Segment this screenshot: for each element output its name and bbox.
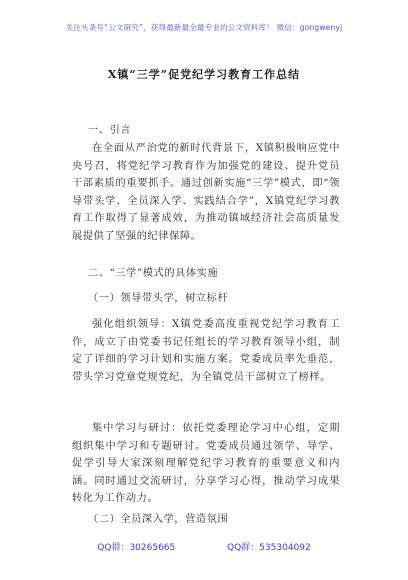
qq-group-2: QQ群：535304092: [227, 543, 311, 553]
qq-group-1: QQ群：30265665: [97, 543, 176, 553]
qq-group-footer: [0, 540, 408, 553]
subsection-heading-leaders: （一）领导带头学，树立标杆: [88, 293, 229, 304]
paragraph-organization: 强化组织领导：X镇党委高度重视党纪学习教育工作，成立了由党委书记任组长的学习教育领导小组，制定了详细的学习计划和实施方案。党委成员率先垂范，带头学习党章党规党纪，为全镇党员干部树立了榜样。: [72, 319, 340, 383]
section-heading-implementation: 二、“三学”模式的具体实施: [88, 268, 219, 279]
promo-banner: 关注头条号“公文研究”，获得最新最全最专业的公文资料库！ 微信：gongwenyj: [65, 23, 343, 32]
document-title: X镇“三学”促党纪学习教育工作总结: [107, 68, 301, 81]
section-heading-intro: 一、引言: [88, 125, 132, 136]
paragraph-group-study: 集中学习与研讨：依托党委理论学习中心组，定期组织集中学习和专题研讨。党委成员通过领学、导学、促学引导大家深刻理解党纪学习教育的重要意义和内涵。同时通过交流研讨，分享学习心得，推动学习成果转化为工作动力。: [72, 423, 340, 505]
paragraph-intro: 在全面从严治党的新时代背景下，X镇积极响应党中央号召，将党纪学习教育作为加强党的建设、提升党员干部素质的重要抓手。通过创新实施“三学”模式，即“领导带头学、全员深入学、实践结合学”，X镇党纪学习教育工作取得了显著成效，为推动镇域经济社会高质量发展提供了坚强的纪律保障。: [72, 143, 340, 242]
subsection-heading-all-members: （二）全员深入学，营造氛围: [88, 514, 229, 525]
